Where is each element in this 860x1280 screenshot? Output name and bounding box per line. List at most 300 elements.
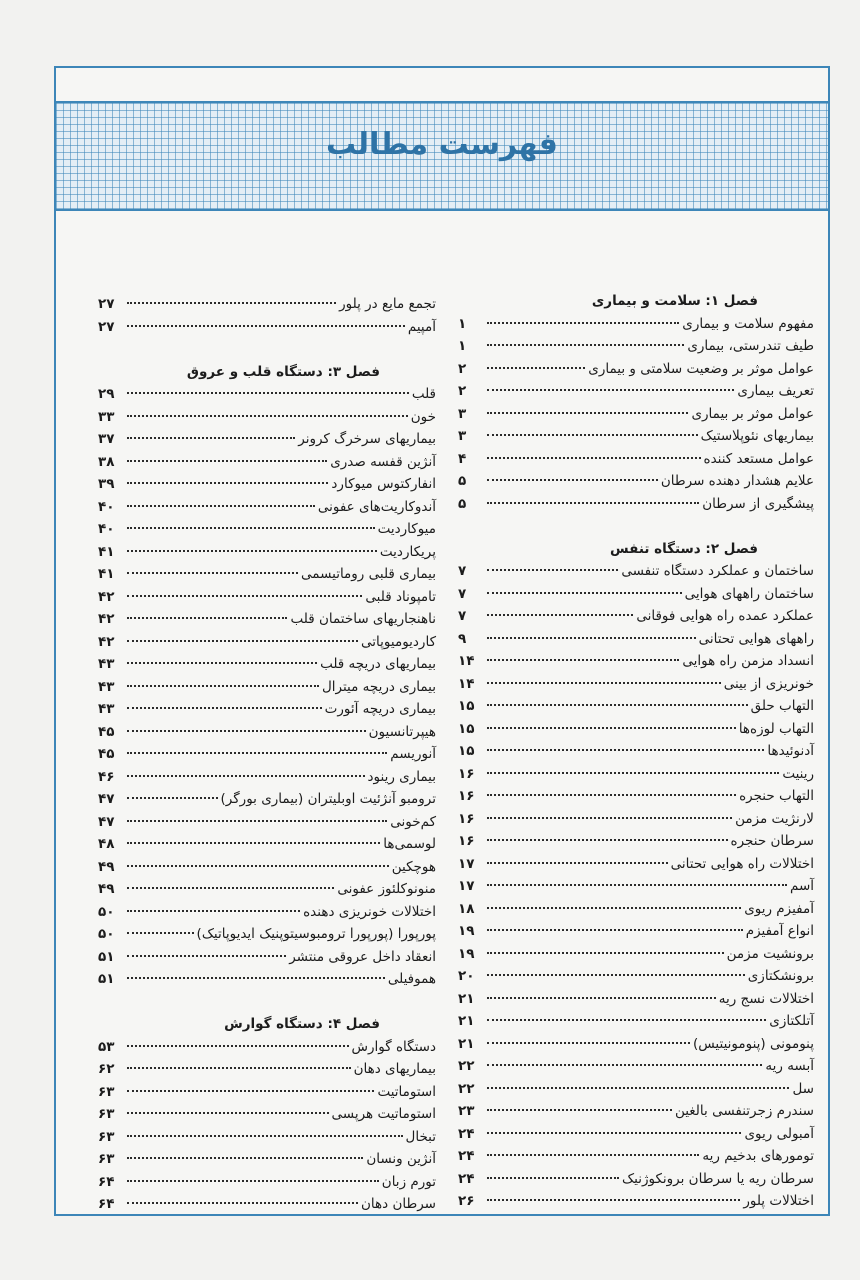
toc-entry xyxy=(98,451,436,474)
toc-entry-page-number: ۴۸ xyxy=(98,836,115,852)
toc-entry-title: پنومونی (پنومونیتیس) xyxy=(692,1035,814,1052)
toc-entry-title: سرطان ریه یا سرطان برونکوژنیک xyxy=(622,1170,814,1187)
toc-entry-title: عوامل موثر بر بیماری xyxy=(691,405,814,422)
toc-entry-page-number: ۲۴ xyxy=(458,1170,475,1187)
toc-entry-page-number: ۴۹ xyxy=(98,858,115,875)
toc-entry-page-number: ۱۹ xyxy=(458,945,475,962)
toc-entry-title: عوامل موثر بر وضعیت سلامتی و بیماری xyxy=(588,360,814,377)
dot-leader xyxy=(127,550,377,552)
toc-entry-page-number: ۵۳ xyxy=(98,1038,115,1055)
dot-leader xyxy=(487,322,679,324)
toc-entry-title: آمفیزم ریوی xyxy=(744,900,814,917)
toc-entry xyxy=(98,968,436,991)
dot-leader xyxy=(127,1180,379,1182)
toc-entry xyxy=(98,383,436,406)
dot-leader xyxy=(487,1132,741,1134)
toc-entry xyxy=(458,718,814,741)
dot-leader xyxy=(127,707,322,709)
toc-entry-title: انواع آمفیزم xyxy=(745,923,814,939)
toc-entry-title: علایم هشدار دهنده سرطان xyxy=(660,473,814,489)
toc-entry-page-number: ۶۴ xyxy=(98,1173,115,1190)
toc-entry xyxy=(98,833,436,856)
dot-leader xyxy=(487,1042,690,1044)
toc-entry-page-number: ۲۳ xyxy=(458,1103,475,1119)
toc-entry-page-number: ۱ xyxy=(458,315,467,332)
toc-entry xyxy=(458,403,814,426)
toc-entry-title: آمپیم xyxy=(407,318,436,335)
toc-entry-title: پورپورا (پورپورا ترومبوسیتوپنیک ایدیوپاتیک) xyxy=(196,926,436,942)
toc-entry-page-number: ۴۵ xyxy=(98,723,115,740)
toc-entry-title: هموفیلی xyxy=(387,971,436,987)
toc-entry xyxy=(458,1168,814,1191)
toc-entry xyxy=(458,335,814,358)
toc-entry xyxy=(458,448,814,471)
dot-leader xyxy=(487,1087,789,1089)
dot-leader xyxy=(487,592,682,594)
toc-entry xyxy=(98,1081,436,1104)
toc-entry xyxy=(458,965,814,988)
toc-entry-title: لوسمی‌ها xyxy=(383,836,436,852)
dot-leader xyxy=(487,997,716,999)
toc-entry-title: بیماری دریچه میترال xyxy=(321,678,436,695)
dot-leader xyxy=(487,457,701,459)
dot-leader xyxy=(127,955,286,957)
dot-leader xyxy=(487,569,618,571)
toc-entry-page-number: ۴۷ xyxy=(98,813,115,830)
toc-entry-title: انسداد مزمن راه هوایی xyxy=(682,653,814,669)
chapter-3-entries xyxy=(98,383,436,991)
toc-entry-page-number: ۱۶ xyxy=(458,788,475,804)
toc-entry-page-number: ۴۱ xyxy=(98,543,115,560)
toc-entry-title: آنوریسم xyxy=(390,746,436,762)
dot-leader xyxy=(127,910,300,912)
toc-entry-page-number: ۲۱ xyxy=(458,1035,475,1052)
toc-entry xyxy=(458,875,814,898)
toc-entry xyxy=(98,811,436,834)
toc-entry-title: کاردیومیوپاتی xyxy=(361,633,436,650)
toc-entry-page-number: ۴۶ xyxy=(98,768,115,785)
dot-leader xyxy=(487,952,724,954)
toc-entry-title: بیماری قلبی روماتیسمی xyxy=(301,566,436,582)
dot-leader xyxy=(487,1199,740,1201)
toc-entry-page-number: ۵۰ xyxy=(98,926,115,942)
toc-entry-page-number: ۱۹ xyxy=(458,923,475,939)
dot-leader xyxy=(127,505,315,507)
toc-entry-page-number: ۳ xyxy=(458,405,467,422)
continued-entries xyxy=(98,293,436,338)
toc-entry xyxy=(458,1033,814,1056)
dot-leader xyxy=(487,749,764,751)
dot-leader xyxy=(127,437,295,439)
toc-entry xyxy=(98,946,436,969)
toc-entry-title: استوماتیت xyxy=(377,1083,436,1100)
toc-entry-page-number: ۱۶ xyxy=(458,765,475,782)
toc-entry xyxy=(458,920,814,943)
toc-entry-page-number: ۵۰ xyxy=(98,903,115,920)
toc-entry xyxy=(98,698,436,721)
dot-leader xyxy=(487,704,748,706)
toc-entry-title: پریکاردیت xyxy=(379,543,436,560)
toc-entry xyxy=(98,608,436,631)
toc-entry-title: آدنوئیدها xyxy=(767,743,814,759)
toc-entry-page-number: ۱۴ xyxy=(458,675,475,692)
toc-entry-page-number: ۱۸ xyxy=(458,900,475,917)
toc-entry xyxy=(98,856,436,879)
toc-entry-page-number: ۱۷ xyxy=(458,855,475,872)
toc-entry-title: تبخال xyxy=(405,1128,436,1145)
toc-entry xyxy=(458,853,814,876)
toc-entry-page-number: ۲۱ xyxy=(458,990,475,1007)
toc-entry xyxy=(458,673,814,696)
toc-entry xyxy=(458,740,814,763)
toc-entry xyxy=(98,473,436,496)
toc-entry-page-number: ۷ xyxy=(458,585,467,602)
toc-entry-title: التهاب حنجره xyxy=(739,788,814,804)
toc-entry-title: ساختمان راههای هوایی xyxy=(684,585,814,602)
toc-entry xyxy=(98,878,436,901)
toc-entry-title: تامپوناد قلبی xyxy=(365,588,436,605)
toc-entry-title: التهاب لوزه‌ها xyxy=(738,720,814,737)
toc-entry-page-number: ۹ xyxy=(458,630,467,647)
toc-entry-page-number: ۵۱ xyxy=(98,948,115,965)
toc-entry xyxy=(98,1036,436,1059)
toc-entry xyxy=(98,721,436,744)
dot-leader xyxy=(127,842,380,844)
toc-entry-title: انفارکتوس میوکارد xyxy=(331,476,436,492)
toc-entry-title: سرطان دهان xyxy=(361,1196,436,1212)
toc-entry-title: برونشیت مزمن xyxy=(726,945,814,962)
toc-entry xyxy=(458,493,814,516)
toc-entry-page-number: ۲۹ xyxy=(98,386,115,402)
dot-leader xyxy=(127,460,327,462)
dot-leader xyxy=(127,730,366,732)
toc-entry xyxy=(98,1148,436,1171)
toc-entry xyxy=(458,358,814,381)
toc-entry-page-number: ۲ xyxy=(458,360,467,377)
toc-entry-page-number: ۴۳ xyxy=(98,701,115,717)
dot-leader xyxy=(127,887,334,889)
dot-leader xyxy=(127,527,375,529)
toc-entry-title: میوکاردیت xyxy=(377,521,436,537)
toc-entry xyxy=(98,1103,436,1126)
dot-leader xyxy=(487,502,699,504)
toc-entry-title: التهاب حلق xyxy=(750,698,814,714)
toc-entry-page-number: ۱۶ xyxy=(458,810,475,827)
toc-entry xyxy=(458,830,814,853)
toc-entry xyxy=(458,785,814,808)
dot-leader xyxy=(487,974,745,976)
toc-entry-title: بیماریهای دریچه قلب xyxy=(320,656,436,672)
dot-leader xyxy=(127,572,298,574)
toc-entry-title: تعریف بیماری xyxy=(737,383,814,399)
toc-entry xyxy=(458,988,814,1011)
toc-entry-page-number: ۳۹ xyxy=(98,476,115,492)
dot-leader xyxy=(127,302,336,304)
dot-leader xyxy=(487,367,585,369)
dot-leader xyxy=(487,772,779,774)
dot-leader xyxy=(127,482,328,484)
toc-entry xyxy=(98,541,436,564)
toc-entry-page-number: ۴۳ xyxy=(98,678,115,695)
toc-entry-page-number: ۳۳ xyxy=(98,408,115,425)
toc-entry xyxy=(458,313,814,336)
toc-entry-title: ترومبو آنژئیت اوبلیتران (بیماری بورگر) xyxy=(220,791,436,807)
toc-entry xyxy=(458,898,814,921)
dot-leader xyxy=(127,1202,358,1204)
toc-entry-page-number: ۲ xyxy=(458,383,467,399)
toc-entry xyxy=(98,563,436,586)
toc-entry xyxy=(98,901,436,924)
toc-entry xyxy=(458,1055,814,1078)
dot-leader xyxy=(127,662,317,664)
toc-entry xyxy=(98,316,436,339)
toc-entry xyxy=(98,586,436,609)
toc-entry xyxy=(98,1171,436,1194)
toc-entry-title: طیف تندرستی، بیماری xyxy=(687,338,814,354)
toc-entry-page-number: ۷ xyxy=(458,563,467,579)
toc-entry xyxy=(458,943,814,966)
dot-leader xyxy=(127,977,385,979)
toc-entry-title: سرطان حنجره xyxy=(730,833,814,849)
toc-entry-title: هیپرتانسیون xyxy=(368,723,436,740)
dot-leader xyxy=(127,752,387,754)
toc-entry xyxy=(98,631,436,654)
dot-leader xyxy=(487,794,736,796)
chapter-4-entries xyxy=(98,1036,436,1216)
dot-leader xyxy=(127,392,409,394)
toc-entry-page-number: ۱۵ xyxy=(458,698,475,714)
toc-entry-title: اختلالات پلور xyxy=(743,1193,814,1209)
toc-entry-title: خونریزی از بینی xyxy=(723,675,814,692)
toc-entry xyxy=(98,1193,436,1216)
dot-leader xyxy=(127,1157,363,1159)
dot-leader xyxy=(487,817,732,819)
dot-leader xyxy=(127,820,387,822)
dot-leader xyxy=(127,595,362,597)
toc-entry-page-number: ۲۴ xyxy=(458,1125,475,1142)
toc-entry-page-number: ۶۴ xyxy=(98,1196,115,1212)
toc-entry-title: بیماریهای دهان xyxy=(353,1061,436,1077)
toc-entry-title: برونشکتازی xyxy=(747,968,814,984)
toc-entry xyxy=(458,628,814,651)
toc-entry-title: راههای هوایی تحتانی xyxy=(698,630,814,647)
toc-entry-title: ساختمان و عملکرد دستگاه تنفسی xyxy=(621,563,814,579)
dot-leader xyxy=(487,412,688,414)
toc-entry xyxy=(458,808,814,831)
chapter-heading: فصل ۱: سلامت و بیماری xyxy=(591,293,758,309)
toc-entry xyxy=(458,695,814,718)
toc-entry-page-number: ۲۰ xyxy=(458,968,475,984)
toc-right-column xyxy=(458,220,814,1213)
toc-entry-title: پیشگیری از سرطان xyxy=(702,495,814,512)
dot-leader xyxy=(127,1067,351,1069)
toc-entry-title: آسم xyxy=(789,878,814,894)
toc-entry-title: تجمع مایع در پلور xyxy=(339,296,436,312)
toc-entry-page-number: ۲۱ xyxy=(458,1013,475,1029)
toc-entry-page-number: ۶۳ xyxy=(98,1106,115,1122)
dot-leader xyxy=(487,344,684,346)
toc-entry-page-number: ۴۰ xyxy=(98,521,115,537)
toc-entry-title: اختلالات نسج ریه xyxy=(718,990,814,1007)
toc-entry xyxy=(458,1123,814,1146)
toc-entry-page-number: ۱۴ xyxy=(458,653,475,669)
toc-entry-page-number: ۵۱ xyxy=(98,971,115,987)
dot-leader xyxy=(487,727,736,729)
toc-entry xyxy=(458,380,814,403)
toc-entry-page-number: ۴۳ xyxy=(98,656,115,672)
toc-entry-page-number: ۴۲ xyxy=(98,611,115,627)
toc-entry-title: قلب xyxy=(411,386,436,402)
toc-entry-title: اختلالات راه هوایی تحتانی xyxy=(670,855,814,872)
dot-leader xyxy=(127,1045,349,1047)
toc-entry xyxy=(98,1126,436,1149)
toc-entry xyxy=(98,1058,436,1081)
toc-entry-title: تورم زبان xyxy=(381,1173,436,1190)
toc-entry-page-number: ۲۶ xyxy=(458,1193,475,1209)
toc-entry-page-number: ۶۳ xyxy=(98,1128,115,1145)
toc-entry-page-number: ۵ xyxy=(458,473,467,489)
toc-entry xyxy=(458,1078,814,1101)
toc-entry-title: آنژین قفسه صدری xyxy=(330,453,436,470)
toc-entry xyxy=(98,653,436,676)
toc-entry-title: آمبولی ریوی xyxy=(744,1125,814,1142)
dot-leader xyxy=(487,614,633,616)
toc-entry xyxy=(98,676,436,699)
dot-leader xyxy=(487,637,696,639)
dot-leader xyxy=(487,1109,672,1111)
toc-entry-title: آتلکتازی xyxy=(769,1013,814,1029)
toc-entry xyxy=(458,763,814,786)
chapter-2-entries xyxy=(458,560,814,1213)
toc-entry-page-number: ۴۲ xyxy=(98,588,115,605)
toc-entry-title: خون xyxy=(410,408,436,425)
toc-entry-title: منونوکلئوز عفونی xyxy=(337,881,436,897)
dot-leader xyxy=(127,1135,403,1137)
page-title: فهرست مطالب xyxy=(326,127,558,162)
toc-entry-title: سل xyxy=(792,1080,814,1097)
toc-entry-page-number: ۴۵ xyxy=(98,746,115,762)
toc-entry xyxy=(98,788,436,811)
toc-entry xyxy=(458,605,814,628)
toc-entry-title: عوامل مستعد کننده xyxy=(703,450,814,467)
dot-leader xyxy=(487,884,787,886)
dot-leader xyxy=(127,865,389,867)
toc-entry-title: آبسه ریه xyxy=(765,1058,814,1074)
dot-leader xyxy=(487,839,728,841)
toc-entry-title: کم‌خونی xyxy=(390,813,436,830)
toc-left-column xyxy=(98,220,436,1216)
toc-entry-title: آنژین ونسان xyxy=(366,1151,436,1167)
dot-leader xyxy=(487,479,658,481)
dot-leader xyxy=(127,685,319,687)
chapter-1-entries xyxy=(458,313,814,516)
toc-entry xyxy=(458,470,814,493)
dot-leader xyxy=(487,907,741,909)
toc-entry-page-number: ۶۳ xyxy=(98,1083,115,1100)
dot-leader xyxy=(487,929,743,931)
dot-leader xyxy=(127,775,365,777)
toc-entry-page-number: ۲۲ xyxy=(458,1058,475,1074)
toc-entry-title: هوچکین xyxy=(391,858,436,875)
toc-entry xyxy=(458,1190,814,1213)
toc-entry-title: بیماری دریچه آئورت xyxy=(324,701,436,717)
dot-leader xyxy=(127,325,405,327)
dot-leader xyxy=(127,932,194,934)
dot-leader xyxy=(487,862,668,864)
dot-leader xyxy=(127,797,218,799)
toc-entry-page-number: ۴۱ xyxy=(98,566,115,582)
toc-entry xyxy=(458,560,814,583)
toc-entry-page-number: ۳۷ xyxy=(98,431,115,447)
toc-entry-title: تومورهای بدخیم ریه xyxy=(702,1148,814,1164)
toc-entry-title: لارنژیت مزمن xyxy=(735,810,814,827)
toc-entry-page-number: ۵ xyxy=(458,495,467,512)
toc-entry-page-number: ۶۲ xyxy=(98,1061,115,1077)
toc-entry-page-number: ۲۲ xyxy=(458,1080,475,1097)
toc-entry-page-number: ۱ xyxy=(458,338,467,354)
toc-entry-title: عملکرد عمده راه هوایی فوقانی xyxy=(636,608,814,624)
toc-entry xyxy=(98,766,436,789)
dot-leader xyxy=(487,1064,762,1066)
toc-entry xyxy=(98,496,436,519)
dot-leader xyxy=(487,389,734,391)
toc-entry xyxy=(98,518,436,541)
title-band xyxy=(56,101,828,211)
dot-leader xyxy=(127,640,358,642)
toc-entry-title: بیماری رینود xyxy=(367,768,436,785)
toc-entry xyxy=(98,428,436,451)
toc-entry-title: ناهنجاریهای ساختمان قلب xyxy=(290,611,436,627)
dot-leader xyxy=(127,1112,329,1114)
toc-entry-page-number: ۳ xyxy=(458,428,467,444)
toc-entry-page-number: ۲۴ xyxy=(458,1148,475,1164)
dot-leader xyxy=(487,434,698,436)
toc-entry-title: استوماتیت هرپسی xyxy=(331,1106,436,1122)
toc-entry-title: بیماریهای نئوپلاستیک xyxy=(700,428,814,444)
dot-leader xyxy=(487,1019,766,1021)
toc-entry xyxy=(458,1010,814,1033)
toc-entry-title: مفهوم سلامت و بیماری xyxy=(682,315,814,332)
dot-leader xyxy=(127,415,408,417)
chapter-heading: فصل ۲: دستگاه تنفس xyxy=(610,540,758,557)
toc-entry-title: رینیت xyxy=(782,765,814,782)
toc-entry-page-number: ۶۳ xyxy=(98,1151,115,1167)
toc-entry xyxy=(458,425,814,448)
toc-entry-title: انعقاد داخل عروقی منتشر xyxy=(289,948,436,965)
toc-entry-page-number: ۱۵ xyxy=(458,720,475,737)
dot-leader xyxy=(127,1090,374,1092)
toc-entry-page-number: ۷ xyxy=(458,608,467,624)
toc-entry-page-number: ۱۶ xyxy=(458,833,475,849)
toc-entry xyxy=(98,293,436,316)
chapter-heading: فصل ۳: دستگاه قلب و عروق xyxy=(186,363,380,380)
toc-entry xyxy=(458,1100,814,1123)
toc-entry-page-number: ۴۷ xyxy=(98,791,115,807)
toc-entry xyxy=(98,923,436,946)
toc-entry-page-number: ۴۹ xyxy=(98,881,115,897)
toc-entry xyxy=(98,406,436,429)
toc-entry xyxy=(98,743,436,766)
toc-entry-page-number: ۲۷ xyxy=(98,318,115,335)
dot-leader xyxy=(127,617,287,619)
toc-entry-page-number: ۴۲ xyxy=(98,633,115,650)
toc-entry xyxy=(458,1145,814,1168)
chapter-heading: فصل ۴: دستگاه گوارش xyxy=(224,1016,380,1032)
toc-entry-page-number: ۱۷ xyxy=(458,878,475,894)
toc-entry-page-number: ۴۰ xyxy=(98,498,115,515)
dot-leader xyxy=(487,659,679,661)
toc-entry-title: بیماریهای سرخرگ کرونر xyxy=(298,431,436,447)
